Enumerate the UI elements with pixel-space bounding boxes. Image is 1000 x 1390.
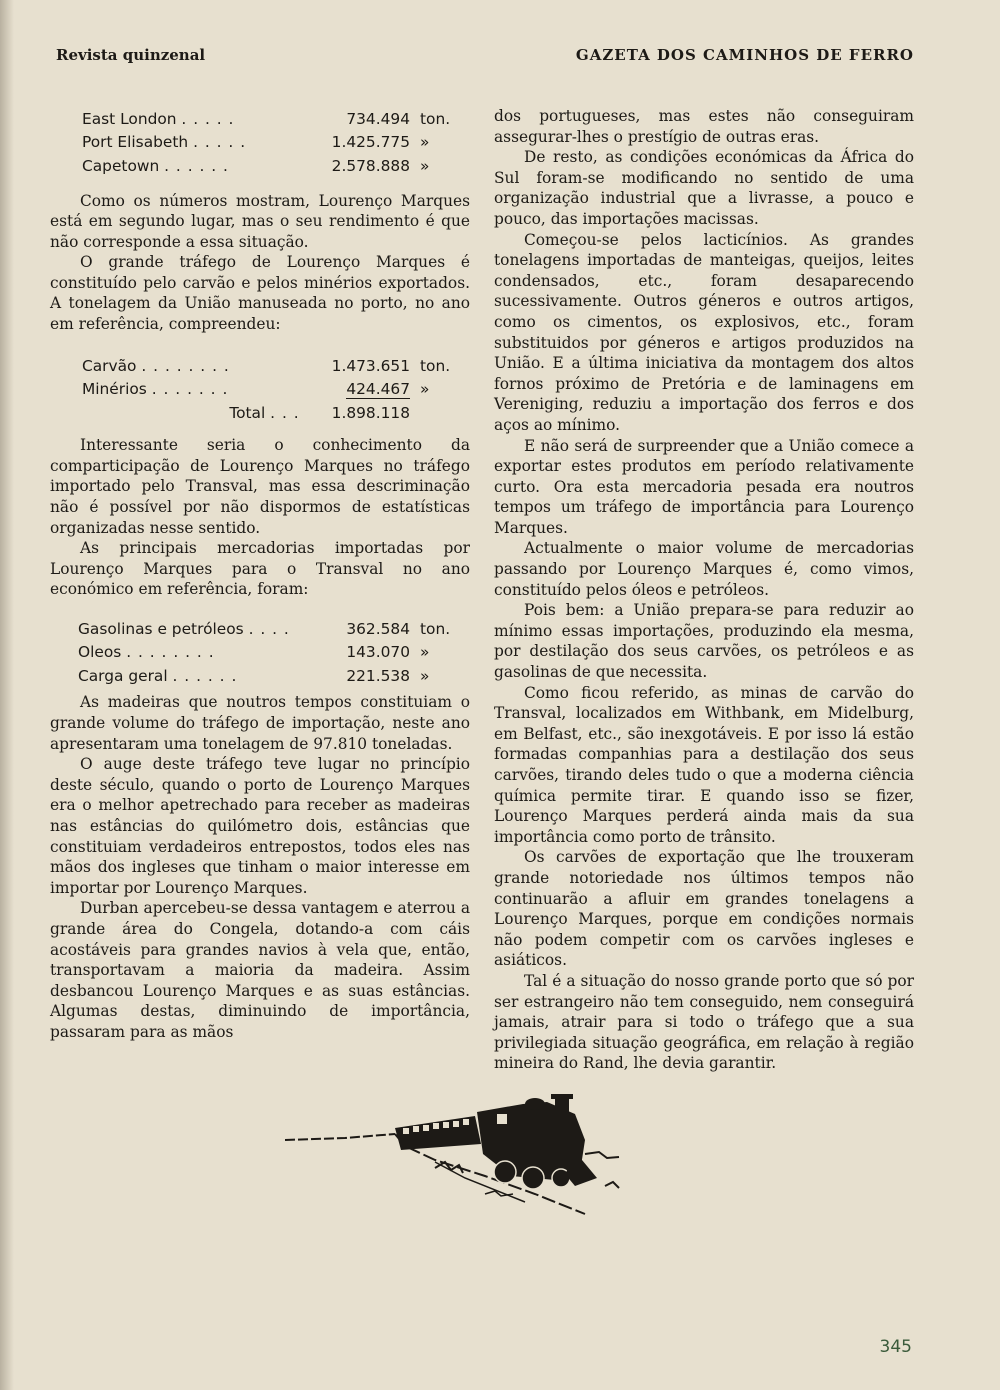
running-header-right: GAZETA DOS CAMINHOS DE FERRO — [575, 46, 914, 64]
paragraph: O grande tráfego de Lourenço Marques é constituído pelo carvão e pelos minérios exportados. A tonelagem da União manuseada no porto, no ano em referência, compreendeu: — [50, 253, 470, 334]
union-tonnage-table — [50, 353, 470, 424]
table-row — [50, 663, 470, 687]
leader-dots: . . . . — [248, 619, 290, 638]
paragraph: Os carvões de exportação que lhe trouxeram grande notoriedade nos últimos tempos não continuarão a afluir em grandes tonelagens a Lourenço Marques, porque em condições normais não podem competir com os carvões ingleses e asiáticos. — [494, 848, 914, 970]
paragraph: Interessante seria o conhecimento da comparticipação de Lourenço Marques no tráfego importado pelo Transval, mas essa descriminação não é possível por não dispormos de estatísticas organizadas nesse sentido. — [50, 436, 470, 537]
paragraph: Começou-se pelos lacticínios. As grandes tonelagens importadas de manteigas, queijos, leites condensados, etc., foram desaparecendo sucessivamente. Outros géneros e outros artigos, como os cimentos, os explosivos, etc., foram substituidos por géneros e artigos produzidos na União. E a última iniciativa da montagem dos altos fornos próximo de Pretória e de laminagens em Vereniging, reduziu a importação dos ferros e dos aços ao mínimo. — [494, 230, 914, 434]
steam-train-icon — [285, 1094, 685, 1224]
paragraph: De resto, as condições económicas da África do Sul foram-se modificando no sentido de uma organização industrial que a livrasse, a pouco e pouco, das importações macissas. — [494, 148, 914, 228]
table-value: 143.070 — [346, 643, 410, 662]
table-label: Oleos — [78, 643, 122, 662]
paragraph: dos portugueses, mas estes não conseguiram assegurar-lhes o prestígio de outras eras. — [494, 107, 914, 146]
table-unit: » — [420, 133, 430, 152]
paragraph: Actualmente o maior volume de mercadorias passando por Lourenço Marques é, como vimos, constituído pelos óleos e petróleos. — [494, 539, 914, 599]
leader-dots: . . . . . — [193, 133, 247, 152]
total-value: 1.898.118 — [331, 403, 410, 422]
paragraph: O auge deste tráfego teve lugar no princípio deste século, quando o porto de Lourenço Marques era o melhor apetrechado para receber as madeiras nas estâncias do quilómetro dois, estâncias que constituiam verdadeiros entrepostos, todos eles nas mãos dos ingleses que tinham o maior interesse em importar por Lourenço Marques. — [50, 755, 470, 897]
table-unit: ton. — [420, 619, 451, 638]
leader-dots: . . . . . . . . — [126, 643, 215, 662]
table-label: Gasolinas e petróleos — [78, 619, 244, 638]
ports-tonnage-table — [50, 106, 470, 177]
table-row — [50, 376, 470, 400]
table-row — [50, 106, 470, 130]
leader-dots: . . . . . . . . — [141, 356, 230, 375]
total-label: Total — [229, 403, 266, 422]
table-value: 424.467 — [346, 380, 410, 399]
table-row — [50, 639, 470, 663]
table-row — [50, 130, 470, 154]
paragraph: Como os números mostram, Lourenço Marques está em segundo lugar, mas o seu rendimento é que não corresponde a essa situação. — [50, 191, 470, 251]
paragraph: As principais mercadorias importadas por Lourenço Marques para o Transval no ano económico em referência, foram: — [50, 539, 470, 599]
leader-dots: . . . . . . . — [151, 380, 229, 399]
table-label: Minérios — [82, 380, 147, 399]
table-row — [50, 153, 470, 177]
table-label: Carga geral — [78, 666, 168, 685]
table-value: 2.578.888 — [331, 156, 410, 175]
table-value: 1.425.775 — [331, 133, 410, 152]
leader-dots: . . . — [270, 403, 300, 422]
running-header-left: Revista quinzenal — [56, 46, 206, 64]
paragraph: Como ficou referido, as minas de carvão do Transval, localizados em Withbank, em Midelburg, em Belfast, etc., são inexgotáveis. E por isso lá estão formadas companhias para a destilação dos seus carvões, tirando deles tudo o que a moderna ciência química permite tirar. E quando isso se fizer, Lourenço Marques perderá ainda mais da sua importância como porto de trânsito. — [494, 683, 914, 846]
table-row — [50, 616, 470, 640]
left-column — [50, 106, 470, 1043]
paragraph: Pois bem: a União prepara-se para reduzir ao mínimo essas importações, produzindo ela mesma, por destilação dos seus carvões, os petróleos e as gasolinas de que necessita. — [494, 601, 914, 682]
table-value: 1.473.651 — [331, 356, 410, 375]
table-label: Carvão — [82, 356, 137, 375]
leader-dots: . . . . . . — [164, 156, 229, 175]
table-row — [50, 353, 470, 377]
table-value: 734.494 — [346, 109, 410, 128]
leader-dots: . . . . . . — [172, 666, 238, 685]
right-column — [494, 106, 914, 1074]
leader-dots: . . . . . — [181, 109, 235, 128]
paragraph: As madeiras que noutros tempos constituiam o grande volume do tráfego de importação, neste ano apresentaram uma tonelagem de 97.810 toneladas. — [50, 693, 470, 753]
table-label: Capetown — [82, 156, 160, 175]
table-value: 362.584 — [346, 619, 410, 638]
table-unit: » — [420, 666, 430, 685]
table-unit: ton. — [420, 109, 451, 128]
page-edge-shadow — [0, 0, 14, 1390]
paragraph: Tal é a situação do nosso grande porto que só por ser estrangeiro não tem conseguido, nem conseguirá jamais, atrair para si todo o tráfego que a sua privilegiada situação geográfica, em relação à região mineira do Rand, lhe devia garantir. — [494, 971, 914, 1073]
page-number: 345 — [879, 1337, 912, 1357]
table-unit: » — [420, 156, 430, 175]
table-total-row — [50, 400, 470, 424]
paragraph: E não será de surpreender que a União comece a exportar estes produtos em período relativamente curto. Ora esta mercadoria pesada era noutros tempos um tráfego de importância para Lourenço Marques. — [494, 436, 914, 537]
table-unit: » — [420, 643, 430, 662]
table-unit: » — [420, 380, 430, 399]
table-value: 221.538 — [346, 666, 410, 685]
paragraph: Durban apercebeu-se dessa vantagem e aterrou a grande área do Congela, dotando-a com cáis acostáveis para grandes navios à vela que, então, transportavam a maioria da madeira. Assim desbancou Lourenço Marques e as suas estâncias. Algumas destas, diminuindo de importância, passaram para as mãos — [50, 899, 470, 1041]
table-label: East London — [82, 109, 177, 128]
imports-table — [50, 616, 470, 687]
table-unit: ton. — [420, 356, 451, 375]
table-label: Port Elisabeth — [82, 133, 189, 152]
